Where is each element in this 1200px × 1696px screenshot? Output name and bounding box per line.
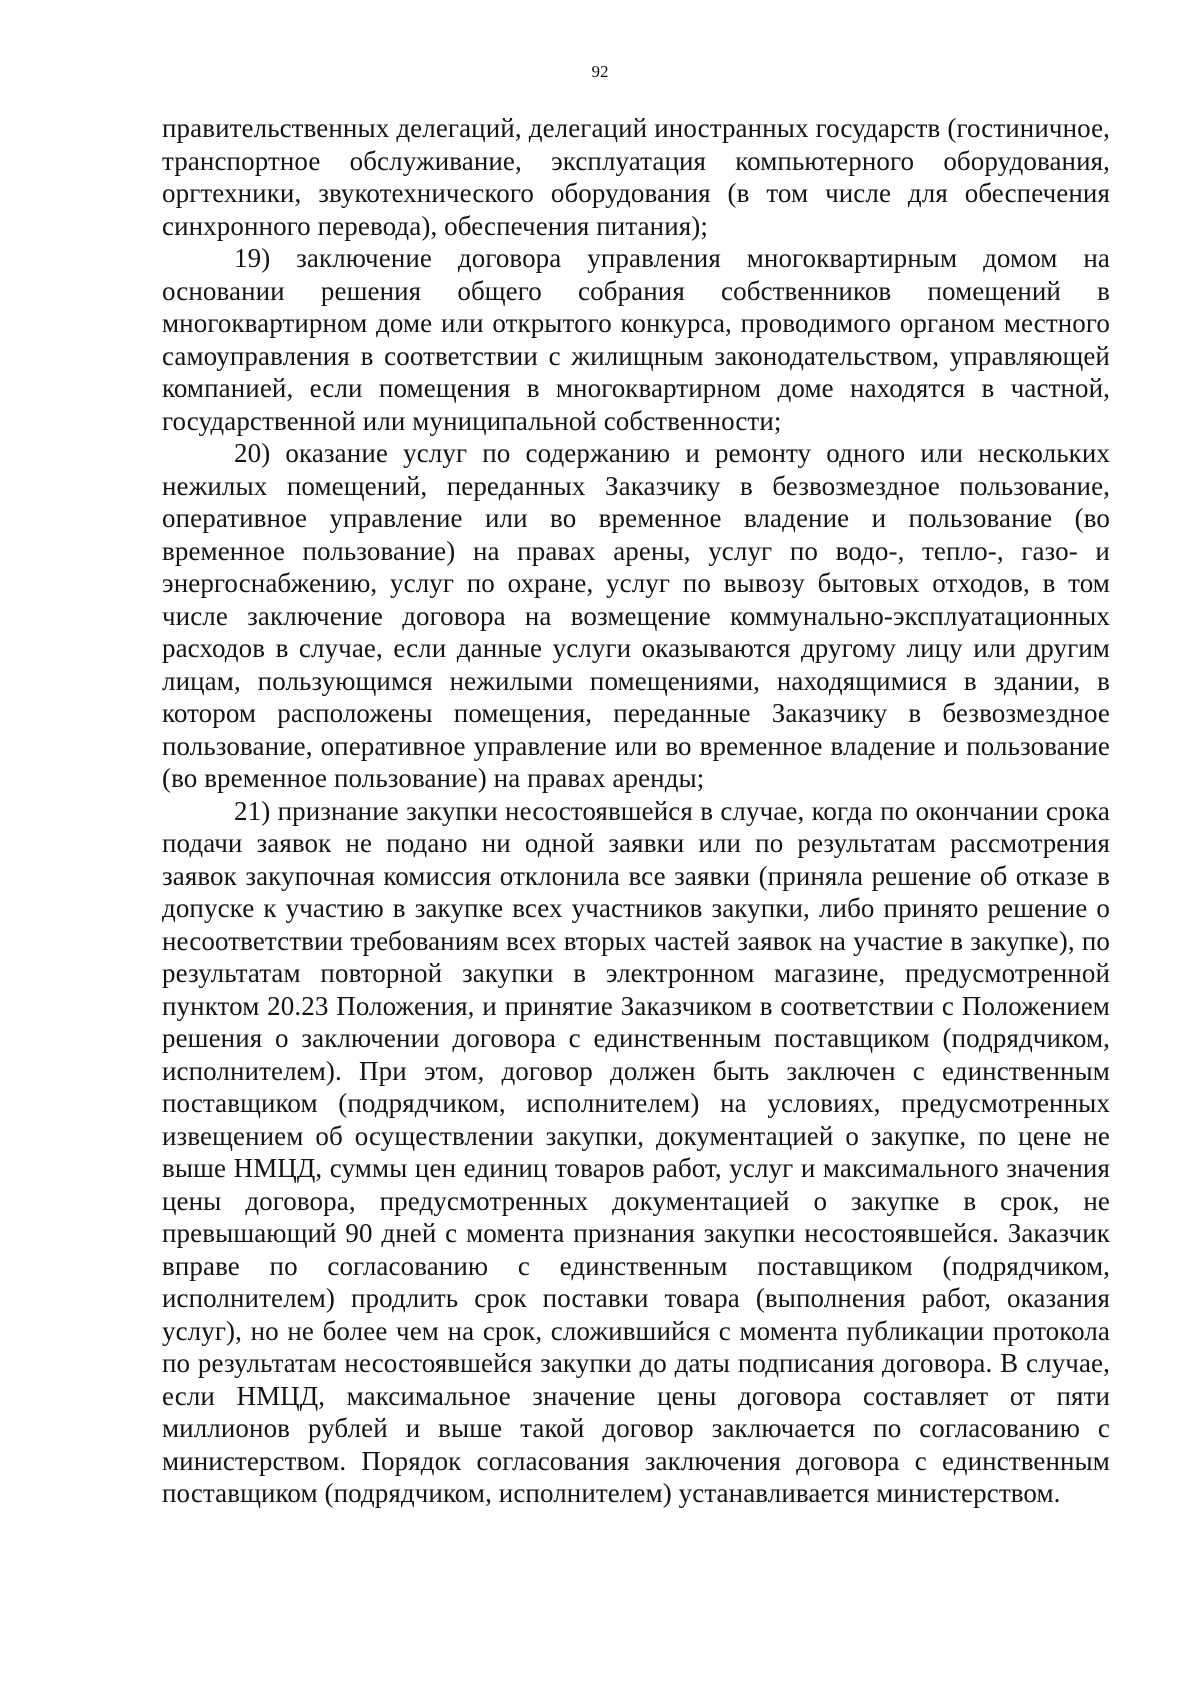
page-number: 92 bbox=[591, 62, 609, 81]
paragraph-item-20: 20) оказание услуг по содержанию и ремонту одного или нескольких нежилых помещений, переданных Заказчику в безвозмездное пользование, оперативное управление или во временное владение и пользование (во временное пользование) на правах арены, услуг по водо-, тепло-, газо- и энергоснабжению, услуг по охране, услуг по вывозу бытовых отходов, в том числе заключение договора на возмещение коммунально-эксплуатационных расходов в случае, если данные услуги оказываются другому лицу или другим лицам, пользующимся нежилыми помещениями, находящимися в здании, в котором расположены помещения, переданные Заказчику в безвозмездное пользование, оперативное управление или во временное владение и пользование (во временное пользование) на правах аренды; bbox=[162, 438, 1110, 793]
paragraph-item-19: 19) заключение договора управления многоквартирным домом на основании решения общего собрания собственников помещений в многоквартирном доме или открытого конкурса, проводимого органом местного самоуправления в соответствии с жилищным законодательством, управляющей компанией, если помещения в многоквартирном доме находятся в частной, государственной или муниципальной собственности; bbox=[162, 243, 1110, 436]
document-body bbox=[162, 112, 1110, 1510]
paragraph-continuation: правительственных делегаций, делегаций иностранных государств (гостиничное, транспортное обслуживание, эксплуатация компьютерного оборудования, оргтехники, звукотехнического оборудования (в том числе для обеспечения синхронного перевода), обеспечения питания); bbox=[162, 113, 1110, 241]
paragraph-item-21: 21) признание закупки несостоявшейся в случае, когда по окончании срока подачи заявок не подано ни одной заявки или по результатам рассмотрения заявок закупочная комиссия отклонила все заявки (приняла решение об отказе в допуске к участию в закупке всех участников закупки, либо принято решение о несоответствии требованиям всех вторых частей заявок на участие в закупке), по результатам повторной закупки в электронном магазине, предусмотренной пунктом 20.23 Положения, и принятие Заказчиком в соответствии с Положением решения о заключении договора с единственным поставщиком (подрядчиком, исполнителем). При этом, договор должен быть заключен с единственным поставщиком (подрядчиком, исполнителем) на условиях, предусмотренных извещением об осуществлении закупки, документацией о закупке, по цене не выше НМЦД, суммы цен единиц товаров работ, услуг и максимального значения цены договора, предусмотренных документацией о закупке в срок, не превышающий 90 дней с момента признания закупки несостоявшейся. Заказчик вправе по согласованию с единственным поставщиком (подрядчиком, исполнителем) продлить срок поставки товара (выполнения работ, оказания услуг), но не более чем на срок, сложившийся с момента публикации протокола по результатам несостоявшейся закупки до даты подписания договора. В случае, если НМЦД, максимальное значение цены договора составляет от пяти миллионов рублей и выше такой договор заключается по согласованию с министерством. Порядок согласования заключения договора с единственным поставщиком (подрядчиком, исполнителем) устанавливается министерством. bbox=[162, 795, 1110, 1508]
